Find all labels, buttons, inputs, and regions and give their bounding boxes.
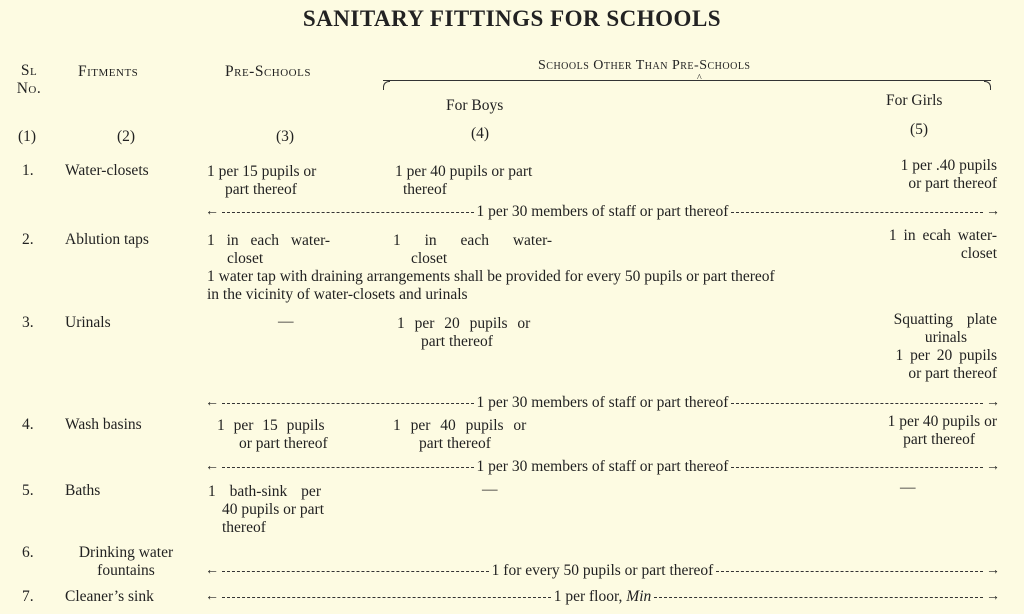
dashed-line	[222, 212, 474, 213]
text-line: 1 per 15 pupils or	[207, 163, 317, 180]
arrow-left-icon: ←	[205, 563, 219, 578]
arrow-left-icon: ←	[205, 459, 219, 474]
arrow-right-icon: →	[986, 395, 1000, 410]
row-1-staff-span	[205, 203, 1000, 221]
row-5-pre	[208, 483, 324, 537]
row-4-staff-span	[205, 458, 1000, 476]
text-line: 1 per 40 pupils or	[393, 417, 527, 434]
text-line: Squatting plate	[893, 311, 997, 328]
span-text-italic: Min	[626, 588, 652, 605]
text-line: or part thereof	[239, 435, 328, 452]
row-3-fitment: Urinals	[65, 314, 111, 331]
text-line: 1 per 15 pupils	[217, 417, 325, 434]
row-4-sl: 4.	[22, 416, 34, 433]
row-2-fitment: Ablution taps	[65, 231, 149, 248]
row-7-sl: 7.	[22, 588, 34, 605]
span-text: 1 per 30 members of staff or part thereof	[476, 203, 729, 220]
dashed-line	[731, 467, 983, 468]
text-line: closet	[227, 250, 264, 267]
row-2-girls	[889, 227, 997, 263]
row-6-all-span	[205, 562, 1000, 580]
row-4-boys	[393, 417, 526, 453]
row-5-sl: 5.	[22, 482, 34, 499]
arrow-right-icon: →	[986, 204, 1000, 219]
text-line: 1 in each water-	[207, 232, 331, 249]
page-title: SANITARY FITTINGS FOR SCHOOLS	[302, 6, 722, 31]
row-6-fitment	[60, 544, 192, 580]
arrow-left-icon: ←	[205, 395, 219, 410]
text-line: in the vicinity of water-closets and urinals	[207, 286, 468, 303]
dashed-line	[716, 571, 983, 572]
text-line: 1 per 20 pupils	[895, 347, 997, 364]
row-2-note	[207, 268, 775, 304]
row-1-boys	[395, 163, 532, 199]
span-text: 1 per floor,	[553, 588, 623, 605]
header-brace: ^	[383, 80, 991, 95]
row-3-boys	[397, 315, 530, 351]
text-line: Drinking water	[78, 544, 174, 561]
arrow-right-icon: →	[986, 589, 1000, 604]
dashed-line	[222, 403, 474, 404]
row-3-sl: 3.	[22, 314, 34, 331]
row-6-sl: 6.	[22, 544, 34, 561]
row-5-fitment: Baths	[65, 482, 101, 499]
text-line: closet	[960, 245, 997, 262]
header-fitments: Fitments	[78, 63, 139, 80]
text-line: part thereof	[419, 435, 491, 452]
col-number-2: (2)	[117, 128, 136, 145]
text-line: fountains	[97, 562, 155, 579]
header-boys: For Boys	[446, 97, 504, 114]
text-line: or part thereof	[908, 365, 997, 382]
span-text: 1 per 30 members of staff or part thereof	[476, 394, 729, 411]
arrow-left-icon: ←	[205, 204, 219, 219]
text-line: 1 in each water-	[393, 232, 553, 249]
col-number-5: (5)	[910, 121, 929, 138]
dashed-line	[222, 597, 551, 598]
arrow-right-icon: →	[986, 563, 1001, 578]
row-1-fitment: Water-closets	[65, 162, 149, 179]
row-4-girls	[888, 413, 997, 449]
dashed-line	[654, 597, 983, 598]
col-number-4: (4)	[471, 125, 490, 142]
row-4-fitment: Wash basins	[65, 416, 142, 433]
text-line: part thereof	[225, 181, 297, 198]
row-3-staff-span	[205, 394, 1000, 412]
row-7-all-span	[205, 588, 1000, 606]
dashed-line	[222, 571, 489, 572]
text-line: 1 per 40 pupils or part	[395, 163, 533, 180]
text-line: closet	[411, 250, 448, 267]
dashed-line	[222, 467, 474, 468]
row-2-boys	[393, 232, 552, 268]
row-1-pre	[207, 163, 316, 199]
row-7-fitment: Cleaner’s sink	[65, 588, 154, 605]
span-text: 1 for every 50 pupils or part thereof	[491, 562, 714, 579]
header-other-schools: Schools Other Than Pre-Schools	[538, 58, 751, 73]
text-line: 1 in ecah water-	[888, 227, 997, 244]
header-girls: For Girls	[886, 92, 943, 109]
text-line: urinals	[924, 329, 967, 346]
row-2-pre	[207, 232, 330, 268]
text-line: or part thereof	[908, 175, 997, 192]
header-sl	[12, 62, 46, 98]
col-number-3: (3)	[276, 128, 295, 145]
text-line: 1 per 20 pupils or	[397, 315, 531, 332]
row-3-pre: —	[278, 313, 294, 330]
arrow-right-icon: →	[986, 459, 1000, 474]
col-number-1: (1)	[18, 128, 37, 145]
row-5-girls: —	[900, 479, 916, 496]
row-4-pre	[217, 417, 328, 453]
header-no-text: No.	[16, 80, 42, 97]
dashed-line	[731, 403, 983, 404]
arrow-left-icon: ←	[205, 589, 219, 604]
text-line: 1 bath-sink per	[208, 483, 321, 500]
row-5-boys: —	[482, 481, 498, 498]
span-text: 1 per 30 members of staff or part thereof	[476, 458, 729, 475]
header-sl-text: Sl	[20, 62, 38, 79]
row-2-sl: 2.	[22, 231, 34, 248]
text-line: 1 water tap with draining arrangements shall be provided for every 50 pupils or part thereof	[207, 268, 775, 285]
dashed-line	[731, 212, 983, 213]
text-line: 1 per .40 pupils	[900, 157, 997, 174]
text-line: 1 per 40 pupils or	[887, 413, 997, 430]
text-line: thereof	[222, 519, 266, 536]
header-pre-schools: Pre-Schools	[225, 63, 311, 80]
text-line: thereof	[403, 181, 447, 198]
row-1-sl: 1.	[22, 162, 34, 179]
row-3-girls	[894, 311, 997, 383]
text-line: part thereof	[903, 431, 975, 448]
row-1-girls	[901, 157, 997, 193]
text-line: 40 pupils or part	[222, 501, 325, 518]
text-line: part thereof	[421, 333, 493, 350]
